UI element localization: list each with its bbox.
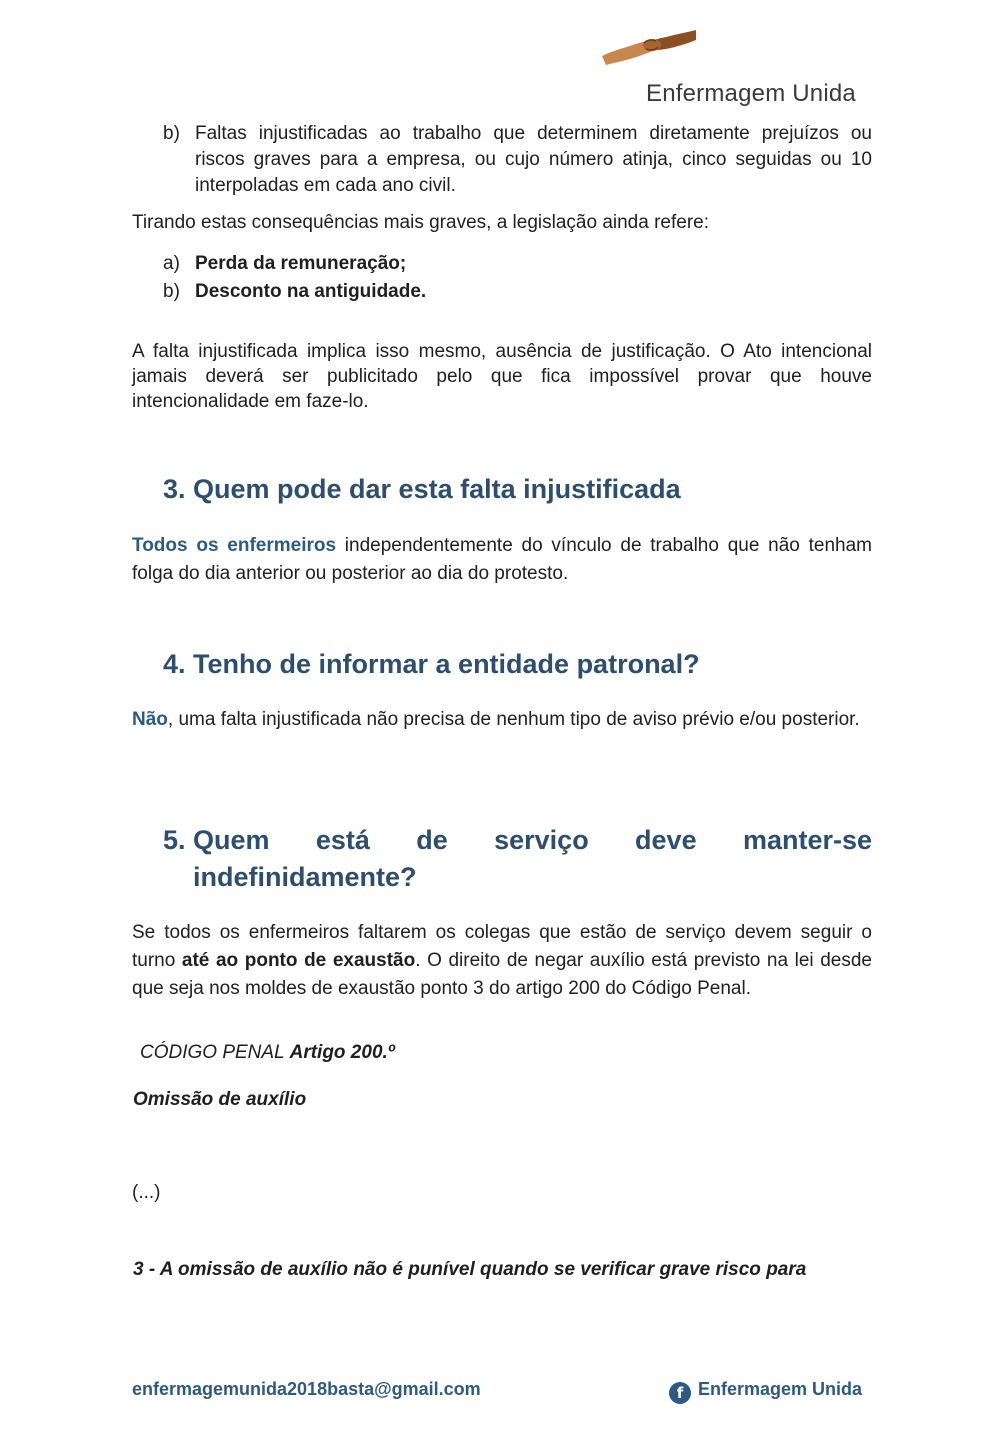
paragraph — [132, 706, 872, 734]
list-item-text: Perda da remuneração; — [195, 253, 407, 274]
heading-word: manter-se — [742, 825, 872, 855]
paragraph-text: Se todos os enfermeiros faltarem os colegas que estão de serviço devem seguir o turno — [132, 922, 872, 971]
section-heading-line2: indefinidamente? — [193, 862, 417, 892]
facebook-icon: f — [669, 1382, 691, 1404]
heading-word: está — [315, 825, 370, 855]
list-item-text: Desconto na antiguidade. — [195, 281, 427, 302]
section-heading — [193, 825, 872, 856]
ellipsis-text: (...) — [132, 1182, 161, 1203]
heading-word: de — [416, 825, 448, 855]
heading-word: serviço — [494, 825, 589, 855]
section-heading-number: 5. — [163, 825, 186, 855]
paragraph-text: independentemente do vínculo de trabalho que não tenham folga do dia anterior ou posterior ao dia do protesto. — [132, 535, 872, 584]
heading-word: Quem — [193, 825, 270, 855]
list-item — [163, 121, 872, 201]
code-reference — [140, 1040, 395, 1066]
code-item: 3 - A omissão de auxílio não é punível quando se verificar grave risco para — [133, 1259, 807, 1280]
highlight-text: Todos os enfermeiros — [132, 535, 337, 556]
paragraph: A falta injustificada implica isso mesmo, ausência de justificação. O Ato intencional jamais deverá ser publicitado pelo que fica impossível provar que houve intencionalidade em faze-lo. — [132, 341, 872, 412]
paragraph — [132, 919, 872, 1003]
list-marker: b) — [163, 281, 180, 302]
list-item-text: Faltas injustificadas ao trabalho que determinem diretamente prejuízos ou riscos graves para a empresa, ou cujo número atinja, cinco seguidas ou 10 interpoladas em cada ano civil. — [195, 123, 872, 196]
highlight-text: até ao ponto de exaustão — [181, 950, 416, 971]
footer-facebook[interactable] — [669, 1379, 862, 1404]
intro-text: Tirando estas consequências mais graves, a legislação ainda refere: — [132, 212, 710, 233]
section-heading: 3. Quem pode dar esta falta injustificada — [163, 474, 681, 504]
code-label: CÓDIGO PENAL — [140, 1042, 285, 1063]
highlight-text: Não — [132, 709, 168, 730]
brand-name: Enfermagem Unida — [646, 80, 856, 107]
footer-email[interactable]: enfermagemunida2018basta@gmail.com — [132, 1379, 481, 1399]
logo-hands-icon — [600, 22, 698, 70]
paragraph — [132, 532, 872, 588]
list-marker: a) — [163, 253, 180, 274]
paragraph-text: , uma falta injustificada não precisa de nenhum tipo de aviso prévio e/ou posterior. — [167, 709, 860, 730]
heading-word: deve — [635, 825, 697, 855]
paragraph-text: . O direito de negar auxílio está previsto na lei desde que seja nos moldes de exaustão ponto 3 do artigo 200 do Código Penal. — [132, 950, 872, 999]
list-item — [163, 279, 872, 305]
facebook-name: Enfermagem Unida — [698, 1379, 863, 1399]
list-item — [163, 251, 872, 277]
code-article: Artigo 200.º — [289, 1042, 395, 1063]
section-heading: 4. Tenho de informar a entidade patronal? — [163, 649, 700, 679]
code-title: Omissão de auxílio — [133, 1089, 307, 1110]
list-marker: b) — [163, 123, 180, 144]
